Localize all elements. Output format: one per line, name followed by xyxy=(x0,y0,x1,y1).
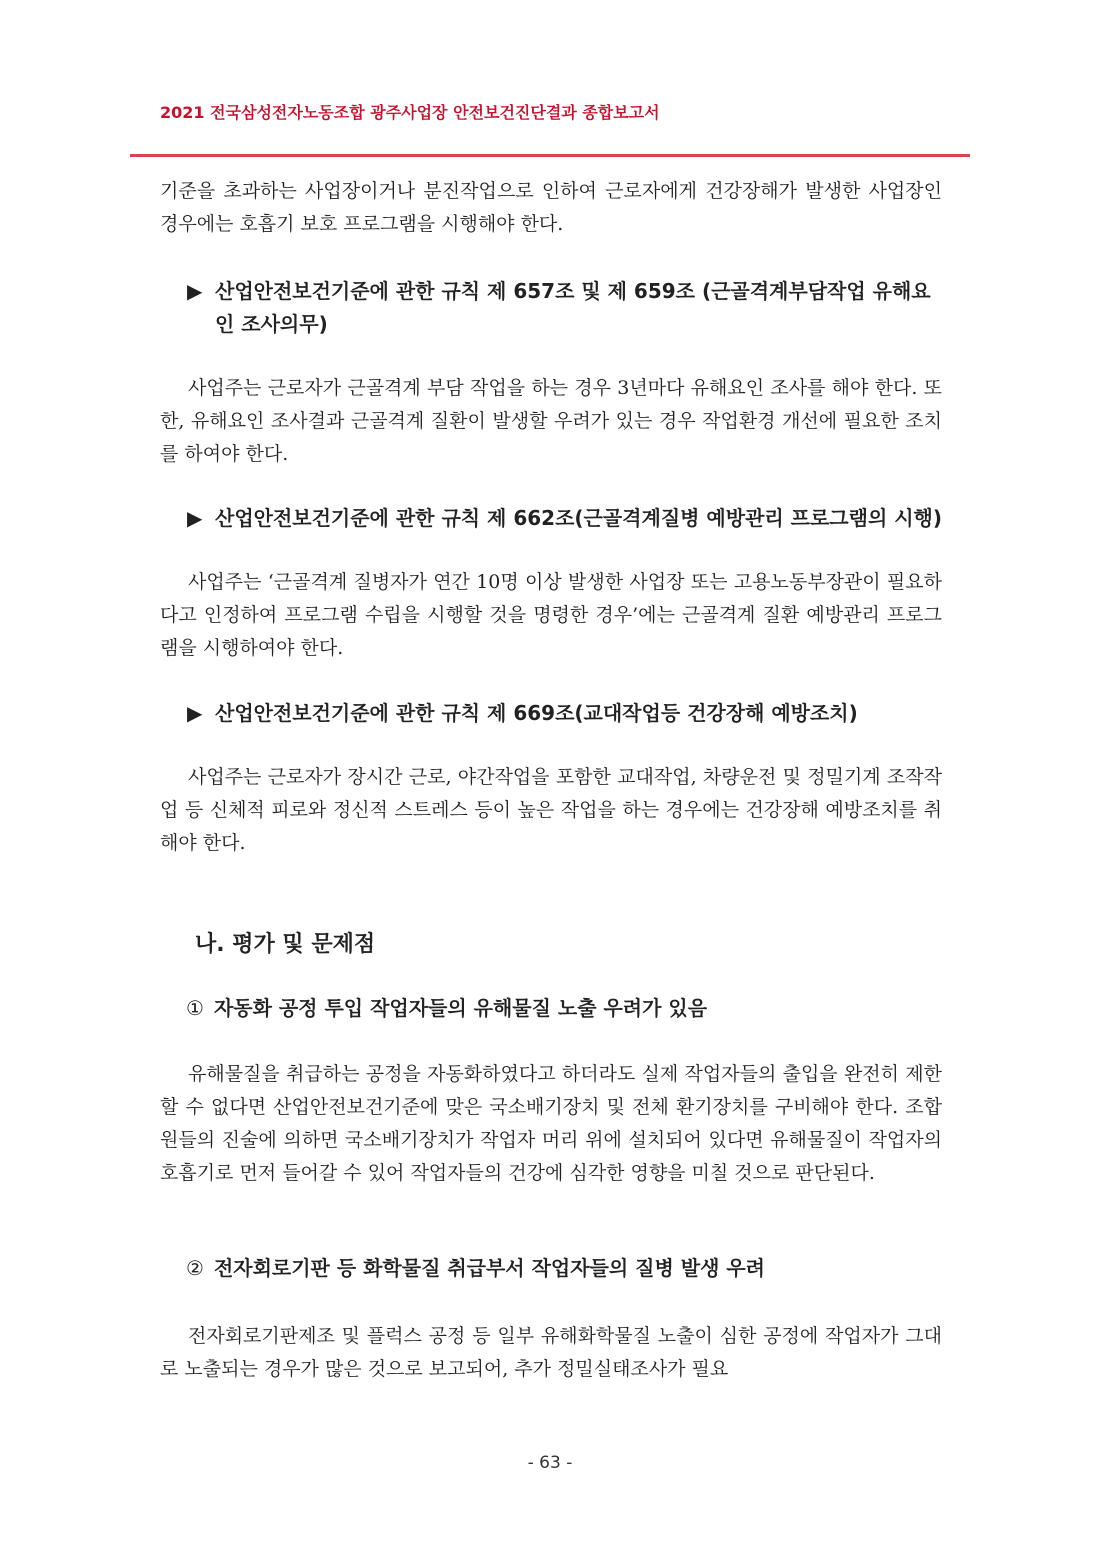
rule-heading-text: 산업안전보건기준에 관한 규칙 제 657조 및 제 659조 (근골격계부담작업 유해요인 조사의무) xyxy=(215,279,931,336)
rule-body-662 xyxy=(160,566,942,665)
rule-paragraph: 사업주는 ‘근골격계 질병자가 연간 10명 이상 발생한 사업장 또는 고용노동부장관이 필요하다고 인정하여 프로그램 수립을 시행할 것을 명령한 경우’에는 근골격계 질환 예방관리 프로그램을 시행하여야 한다. xyxy=(160,571,942,659)
triangle-bullet-icon: ▶ xyxy=(187,506,203,530)
circled-number: ① xyxy=(186,996,204,1020)
section-title: 나. 평가 및 문제점 xyxy=(195,932,376,957)
triangle-bullet-icon: ▶ xyxy=(187,701,203,725)
finding-heading-text: 자동화 공정 투입 작업자들의 유해물질 노출 우려가 있음 xyxy=(213,996,708,1020)
finding-body-2 xyxy=(160,1320,942,1386)
rule-body-657 xyxy=(160,372,942,471)
rule-paragraph: 사업주는 근로자가 근골격계 부담 작업을 하는 경우 3년마다 유해요인 조사를 해야 한다. 또한, 유해요인 조사결과 근골격계 질환이 발생할 우려가 있는 경우 작업환경 개선에 필요한 조치를 하여야 한다. xyxy=(160,377,942,465)
rule-block-657 xyxy=(160,275,942,341)
rule-heading-text: 산업안전보건기준에 관한 규칙 제 662조(근골격계질병 예방관리 프로그램의 시행) xyxy=(215,506,943,530)
finding-heading-text: 전자회로기판 등 화학물질 취급부서 작업자들의 질병 발생 우려 xyxy=(213,1256,765,1280)
intro-block xyxy=(160,175,942,241)
finding-heading-1 xyxy=(160,992,942,1025)
header-divider xyxy=(130,154,970,157)
rule-paragraph: 사업주는 근로자가 장시간 근로, 야간작업을 포함한 교대작업, 차량운전 및 정밀기계 조작작업 등 신체적 피로와 정신적 스트레스 등이 높은 작업을 하는 경우에는 건강장해 예방조치를 취해야 한다. xyxy=(160,766,942,854)
rule-heading xyxy=(160,502,942,535)
page-number: - 63 - xyxy=(527,1453,573,1473)
rule-heading-text: 산업안전보건기준에 관한 규칙 제 669조(교대작업등 건강장해 예방조치) xyxy=(215,701,858,725)
finding-heading-2 xyxy=(160,1252,942,1285)
triangle-bullet-icon: ▶ xyxy=(187,279,203,303)
finding-paragraph: 유해물질을 취급하는 공정을 자동화하였다고 하더라도 실제 작업자들의 출입을 완전히 제한할 수 없다면 산업안전보건기준에 맞은 국소배기장치 및 전체 환기장치를 구비해야 한다. 조합원들의 진술에 의하면 국소배기장치가 작업자 머리 위에 설치되어 있다면 유해물질이 작업자의 호흡기로 먼저 들어갈 수 있어 작업자들의 건강에 심각한 영향을 미칠 것으로 판단된다. xyxy=(160,1063,942,1184)
rule-heading xyxy=(160,697,942,730)
finding-heading xyxy=(160,1252,942,1285)
finding-paragraph: 전자회로기판제조 및 플럭스 공정 등 일부 유해화학물질 노출이 심한 공정에 작업자가 그대로 노출되는 경우가 많은 것으로 보고되어, 추가 정밀실태조사가 필요 xyxy=(160,1325,942,1380)
rule-block-662 xyxy=(160,502,942,535)
rule-block-669 xyxy=(160,697,942,730)
rule-heading xyxy=(160,275,942,341)
circled-number: ② xyxy=(186,1256,204,1280)
finding-body-1 xyxy=(160,1058,942,1190)
finding-heading xyxy=(160,992,942,1025)
page-header-title: 2021 전국삼성전자노동조합 광주사업장 안전보건진단결과 종합보고서 xyxy=(160,103,660,122)
rule-body-669 xyxy=(160,761,942,860)
intro-paragraph: 기준을 초과하는 사업장이거나 분진작업으로 인하여 근로자에게 건강장해가 발생한 사업장인 경우에는 호흡기 보호 프로그램을 시행해야 한다. xyxy=(160,180,942,235)
